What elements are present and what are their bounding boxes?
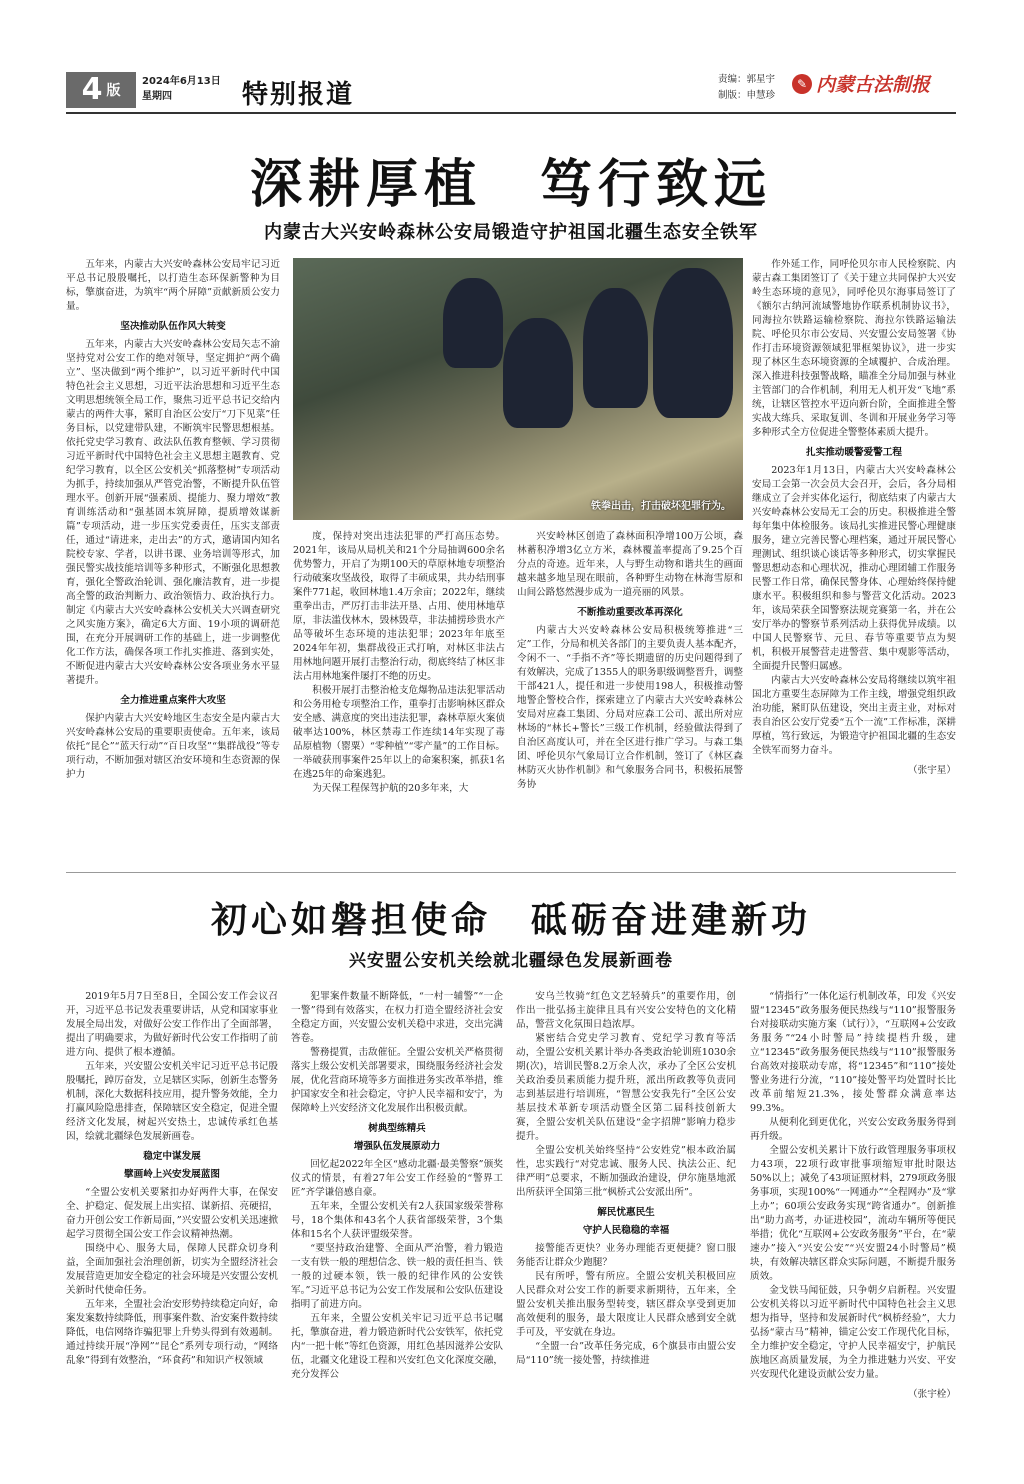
paragraph: 安乌兰牧骑“红色文艺轻骑兵”的重要作用，创作出一批弘扬主旋律且具有兴安公安特色的文化精品，警营文化氛围日趋浓厚。 bbox=[516, 991, 736, 1030]
paragraph: 2019年5月7日至8日，全国公安工作会议召开，习近平总书记发表重要讲话，从党和国家事业发展全局出发，对做好公安工作作出了全面部署，提出了明确要求，为做好新时代公安工作指明了前进方向、提供了根本遵循。 bbox=[66, 991, 278, 1058]
paragraph: 金戈铁马闻征鼓，只争朝夕启新程。兴安盟公安机关将以习近平新时代中国特色社会主义思想为指导，坚持和发展新时代“枫桥经验”，大力弘扬“蒙古马”精神，锚定公安工作现代化目标，全力维护安全稳定，守护人民幸福安宁，护航民族地区高质量发展，为全力推进魅力兴安、平安兴安现代化建设贡献公安力量。 bbox=[750, 1285, 956, 1380]
section-title: 特别报道 bbox=[242, 80, 355, 110]
paragraph: 回忆起2022年全区“感动北疆·最美警察”颁奖仪式的情景，有着27年公安工作经验的“警界工匠”齐学谦倍感自豪。 bbox=[291, 1159, 503, 1198]
subheading: 坚决推动队伍作风大转变 bbox=[120, 321, 226, 332]
article1-column-4 bbox=[752, 258, 956, 868]
editor-credits bbox=[718, 72, 775, 104]
subheading: 扎实推动暖警爱警工程 bbox=[806, 447, 902, 458]
subheading: 全力推进重点案件大攻坚 bbox=[120, 695, 226, 706]
officer-figure bbox=[653, 268, 733, 418]
paragraph: 五年来，全盟公安机关有2人获国家级荣誉称号，18个集体和43名个人获省部级荣誉，3个集体和15名个人获评盟级荣誉。 bbox=[291, 1201, 503, 1240]
paragraph: “情指行”一体化运行机制改革，印发《兴安盟“12345”政务服务便民热线与“110”报警服务台对接联动实施方案（试行）》，“互联网+公安政务服务”“24小时警局”持续提档升级，建立“12345”政务服务便民热线与“110”报警服务台高效对接联动专席，将“12345”和“110”接处警业务进行分流，“110”接处警平均处置时长比改革前缩短21.3%，接处警群众满意率达99.3%。 bbox=[750, 991, 956, 1114]
photo-caption: 铁拳出击，打击破坏犯罪行为。 bbox=[591, 501, 731, 512]
paragraph: 从便利化到更优化，兴安公安政务服务得到再升级。 bbox=[750, 1117, 956, 1142]
page-number: 4 bbox=[81, 72, 103, 107]
paragraph: 作外延工作，同呼伦贝尔市人民检察院、内蒙古森工集团签订了《关于建立共同保护大兴安岭生态环境的意见》，同呼伦贝尔海事局签订了《额尔古纳河流域警地协作联系机制协议书》，同海拉尔铁路运输检察院、海拉尔铁路运输法院、呼伦贝尔市公安局、兴安盟公安局签署《协作打击环境资源领域犯罪框架协议》，进一步实现了林区生态环境资源的全域覆护、合成治理。深入推进科技强警战略，瞄准全分局加强与林业主管部门的合作机制，利用无人机开发“飞地”系统，让辖区管控水平迈向新台阶，全面推进全警实战大练兵、采取复训、冬训和开展业务学习等多种形式全方位促进全警整体素质大提升。 bbox=[752, 259, 956, 438]
page-suffix: 版 bbox=[106, 83, 121, 99]
article1-subheadline: 内蒙古大兴安岭森林公安局锻造守护祖国北疆生态安全铁军 bbox=[264, 222, 758, 243]
issue-date bbox=[142, 74, 221, 104]
article1-column-1 bbox=[66, 258, 280, 868]
subheading: 不断推动重要改革再深化 bbox=[577, 607, 683, 618]
article1-column-3 bbox=[517, 530, 743, 868]
subheading: 稳定中谋发展 bbox=[143, 1151, 201, 1162]
article2-column-3 bbox=[516, 990, 736, 1462]
date-text: 2024年6月13日 bbox=[142, 76, 221, 87]
weekday-text: 星期四 bbox=[142, 91, 172, 102]
paragraph: “要坚持政治建警、全面从严治警，着力锻造一支有铁一般的理想信念、铁一般的责任担当、铁一般的过硬本领，铁一般的纪律作风的公安铁军。”习近平总书记为公安工作发展和公安队伍建设指明了前进方向。 bbox=[291, 1243, 503, 1310]
paragraph: 接警能否更快？业务办理能否更便捷？窗口服务能否让群众少跑腿？ bbox=[516, 1243, 736, 1268]
paragraph: 五年来，内蒙古大兴安岭森林公安局牢记习近平总书记殷殷嘱托，以打造生态环保新警种为目标，擎旗奋进，为筑牢“两个屏障”贡献新质公安力量。 bbox=[66, 259, 280, 312]
article1-photo bbox=[293, 258, 743, 520]
masthead bbox=[66, 68, 956, 118]
header-rule bbox=[66, 112, 956, 114]
paragraph: 紧密结合党史学习教育、党纪学习教育等活动，全盟公安机关累计举办各类政治轮训班1030余期(次)，培训民警8.2万余人次，承办了全区公安机关政治委员素质能力提升班，派出所政教等负责同志到基层进行培训班，“智慧公安我先行”全区公安基层技术革新专项活动暨全区第二届科技创新大赛，全盟公安机关队伍建设“金字招牌”影响力稳步提升。 bbox=[516, 1033, 736, 1142]
byline: （张宇栓） bbox=[908, 1389, 956, 1400]
paragraph: 全盟公安机关始终坚持“公安姓党”根本政治属性，忠实践行“对党忠诚、服务人民、执法公正、纪律严明”总要求，不断加强政治建设，伊尔施垦地派出所获评全国第三批“枫桥式公安派出所”。 bbox=[516, 1145, 736, 1198]
officer-figure bbox=[443, 278, 503, 368]
paper-logo bbox=[792, 70, 930, 97]
paragraph: 内蒙古大兴安岭森林公安局积极统筹推进“三定”工作，分局和机关各部门的主要负责人基本配齐，令闲不一、“手指不齐”等长期遗留的历史问题得到了有效解决，完成了1355人的职务职级调整晋升，调整干部421人，提任和进一步使用198人，积极推动警地警企警校合作，探索建立了内蒙古大兴安岭森林公安局对应森工集团、分局对应森工公司、派出所对应林场的“林长+警长”三级工作机制，经验做法得到了自治区高度认可，并在全区进行推广学习。与森工集团、呼伦贝尔气象局订立合作机制，签订了《林区森林防灭火协作机制》和气象服务合同书，积极拓展警务协 bbox=[517, 625, 743, 790]
paragraph: 五年来，内蒙古大兴安岭森林公安局矢志不渝坚持党对公安工作的绝对领导，坚定拥护“两个确立”、坚决做到“两个维护”，以习近平新时代中国特色社会主义思想，习近平法治思想和习近平生态文明思想统领全局工作，聚焦习近平总书记交给内蒙古的两件大事，紧盯自治区公安厅“刀下见菜”任务目标，以党建带队建，不断筑牢民警思想根基。依托党史学习教育、政法队伍教育整顿、学习贯彻习近平新时代中国特色社会主义思想主题教育、党纪学习教育，以全区公安机关“抓落整树”专项活动为抓手，持续加强从严管党治警，不断提升队伍管理水平。创新开展“强素质、提能力、聚力增效”教育训练活动和“强基固本筑屏障，提质增效谋新篇”专项活动，进一步压实党委责任，压实支部责任，通过“请进来，走出去”的方式，邀请国内知名院校专家、学者，以讲书课、业务培训等形式，加强民警实战技能培训等多种形式，不断强化思想教育，强化全警政治轮训、强化廉洁教育，进一步提高全警的政治判断力、政治领悟力、政治执行力。制定《内蒙古大兴安岭森林公安机关大兴调查研究之风实施方案》，确定6大方面、19小项的调研范围，在充分开展调研工作的基础上，进一步调整优化工作方法，确保各项工作扎实推进、落到实处，不断促进内蒙古大兴安岭森林公安各项业务水平显著提升。 bbox=[66, 339, 280, 686]
paragraph: 兴安岭林区创造了森林面积净增100万公顷，森林蓄积净增3亿立方米，森林覆盖率提高了9.25个百分点的奇迹。近年来，人与野生动物和谐共生的画面越来越多地呈现在眼前，各种野生动物在林海雪原和山间公路悠然漫步成为一道亮丽的风景。 bbox=[517, 531, 743, 598]
article1-column-2 bbox=[293, 530, 505, 868]
paragraph: “全盟一台”改革任务完成，6个旗县市由盟公安局“110”统一接处警，持续推进 bbox=[516, 1341, 736, 1366]
article2-headline: 初心如磐担使命 砥砺奋进建新功 bbox=[210, 899, 811, 941]
article2-column-4 bbox=[750, 990, 956, 1462]
article2-subheadline: 兴安盟公安机关绘就北疆绿色发展新画卷 bbox=[349, 951, 673, 971]
subheading: 守护人民稳稳的幸福 bbox=[582, 1225, 670, 1236]
paragraph: 积极开展打击整治枪支危爆物品违法犯罪活动和公务用枪专项整治工作，重拳打击影响林区群众安全感、满意度的突出违法犯罪，森林草原火案侦破率达100%，林区禁毒工作连续14年实现了毒品原植物（罂粟）“零种植”“零产量”的工作目标。一举破获刑事案件25年以上的命案积案，抓获1名在逃25年的命案逃犯。 bbox=[293, 685, 505, 780]
officer-figure bbox=[503, 318, 573, 428]
paragraph: 犯罪案件数量不断降低，“一村一辅警”“一企一警”得到有效落实，在权力打造全盟经济社会安全稳定方面，兴安盟公安机关稳中求进，交出完满答卷。 bbox=[291, 991, 503, 1044]
paragraph: 为天保工程保驾护航的20多年来，大 bbox=[312, 783, 469, 794]
subheading: 擘画岭上兴安发展蓝图 bbox=[124, 1169, 220, 1180]
officer-figure bbox=[583, 288, 648, 408]
paragraph: 度，保持对突出违法犯罪的严打高压态势。2021年，该局从局机关和21个分局抽调600余名优势警力，开启了为期100天的草原林地专项整治行动破案攻坚战役，取得了丰硕成果，共办结刑事案件771起，收回林地1.4万余亩；2022年，继续重拳出击，严厉打击非法开垦、占用、使用林地草原，非法滥伐林木，毁林毁草，非法捕捞珍贵水产品等破坏生态环境的违法犯罪；2023年年底至2024年年初，集群战役正式打响，对林区非法占用林地问题开展打击整治行动，彻底终结了林区非法占用林地案件屡打不绝的历史。 bbox=[293, 531, 505, 682]
paper-name: 内蒙古法制报 bbox=[816, 74, 931, 96]
paragraph: 民有所呼，警有所应。全盟公安机关积极回应人民群众对公安工作的新要求新期待，五年来，全盟公安机关推出服务型转变，辖区群众享受到更加高效便利的服务，最大限度让人民群众感到安全就手可及，平安就在身边。 bbox=[516, 1271, 736, 1338]
production: 制版：申慧珍 bbox=[718, 90, 776, 101]
paragraph: 围绕中心、服务大局，保障人民群众切身利益，全面加强社会治理创新，切实为全盟经济社会发展营造更加安全稳定的社会环境是兴安盟公安机关新时代使命任务。 bbox=[66, 1243, 278, 1296]
article2-column-1 bbox=[66, 990, 278, 1462]
paragraph: 全盟公安机关累计下放行政管理服务事项权力43项，22项行政审批事项缩短审批时限达50%以上；减免了43项证照材料，279项政务服务事项，实现100%“一网通办”“全程网办”及“掌上办”；60项公安政务实现“跨省通办”。创新推出“助力高考，办证进校园”，流动车辆所等便民举措；优化“互联网+公安政务服务”平台，在“蒙速办”接入“兴安公安”“兴安盟24小时警局”模块，有效解决辖区群众实际问题，不断提升服务质效。 bbox=[750, 1145, 956, 1282]
paragraph: 五年来，全盟公安机关牢记习近平总书记嘱托，擎旗奋进，着力锻造新时代公安铁军，依托党内“一把十帐”等红色资源，用红色基因滋养公安队伍，北疆文化建设工程和兴安红色文化深度交融，充分发挥公 bbox=[291, 1313, 503, 1380]
article2-column-2 bbox=[291, 990, 503, 1462]
editor: 责编：郭星宇 bbox=[718, 74, 776, 85]
paragraph: 警務提質，击敌催征。全盟公安机关严格贯彻落实上级公安机关部署要求，围绕服务经济社会发展，优化营商环境等多方面推进务实改革举措，维护国家安全和社会稳定，守护人民幸福和安宁，为保障岭上兴安经济文化发展作出积极贡献。 bbox=[291, 1047, 503, 1114]
subheading: 解民忧惠民生 bbox=[597, 1207, 655, 1218]
article-divider bbox=[66, 872, 956, 873]
paragraph: 五年来，全盟社会治安形势持续稳定向好，命案发案数持续降低，刑事案件数、治安案件数持续降低，电信网络诈骗犯罪上升势头得到有效遏制。通过持续开展“净网”“昆仑”系列专项行动，“网络乱象”得到有效整治，“环食药”和知识产权领域 bbox=[66, 1299, 278, 1366]
subheading: 增强队伍发展原动力 bbox=[353, 1141, 441, 1152]
paragraph: “全盟公安机关要紧扣办好两件大事，在保安全、护稳定、促发展上出实招、谋新招、亮硬招，奋力开创公安工作新局面，”兴安盟公安机关迅速掀起学习贯彻全国公安工作会议精神热潮。 bbox=[66, 1187, 278, 1240]
paragraph: 2023年1月13日，内蒙古大兴安岭森林公安局工会第一次会员大会召开，会后，各分局相继成立了会并实体化运行，彻底结束了内蒙古大兴安岭森林公安局无工会的历史。积极推进全警每年集中体检服务。该局扎实推进民警心理健康服务，建立完善民警心理档案，通过开展民警心理测试、组织谈心谈话等多种形式，切实掌握民警思想动态和心理状况，推动心理团辅工作服务民警工作日常，确保民警身体、心理始终保持健康水平。积极组织和参与警营文化活动。2023年，该局荣获全国警察法规竞赛第一名，并在公安厅举办的警察节系列活动上获得优异成绩。以中国人民警察节、元旦、春节等重要节点为契机，积极开展警营走进警营、集中观影等活动，全面提升民警归属感。 bbox=[752, 465, 956, 672]
article1-headline: 深耕厚植 笃行致远 bbox=[249, 154, 772, 215]
page-number-box bbox=[66, 72, 136, 108]
logo-icon: ✎ bbox=[792, 74, 812, 94]
subheading: 树典型练精兵 bbox=[368, 1123, 426, 1134]
paragraph: 五年来，兴安盟公安机关牢记习近平总书记殷殷嘱托，踔厉奋发，立足辖区实际，创新生态警务机制，深化大数据科技应用，提升警务效能，全力打赢风险隐患排查，保障辖区安全稳定，促进全盟经济文化发展，树起兴安热土，忠诚传承红色基因，绘就北疆绿色发展新画卷。 bbox=[66, 1061, 278, 1142]
paragraph: 内蒙古大兴安岭森林公安局将继续以筑牢祖国北方重要生态屏障为工作主线，增强党组织政治功能，紧盯队伍建设，突出主责主业，对标对表自治区公安厅党委“五个一流”工作标准，深耕厚植，笃行致远，为锻造守护祖国北疆的生态安全铁军而努力奋斗。 bbox=[752, 675, 956, 756]
paragraph: 保护内蒙古大兴安岭地区生态安全是内蒙古大兴安岭森林公安局的重要职责使命。五年来，该局依托“昆仑”“蓝天行动”“百日攻坚”“集群战役”等专项行动，不断加强对辖区治安环境和生态资源的保护力 bbox=[66, 713, 280, 780]
byline: （张宇星） bbox=[908, 765, 956, 776]
